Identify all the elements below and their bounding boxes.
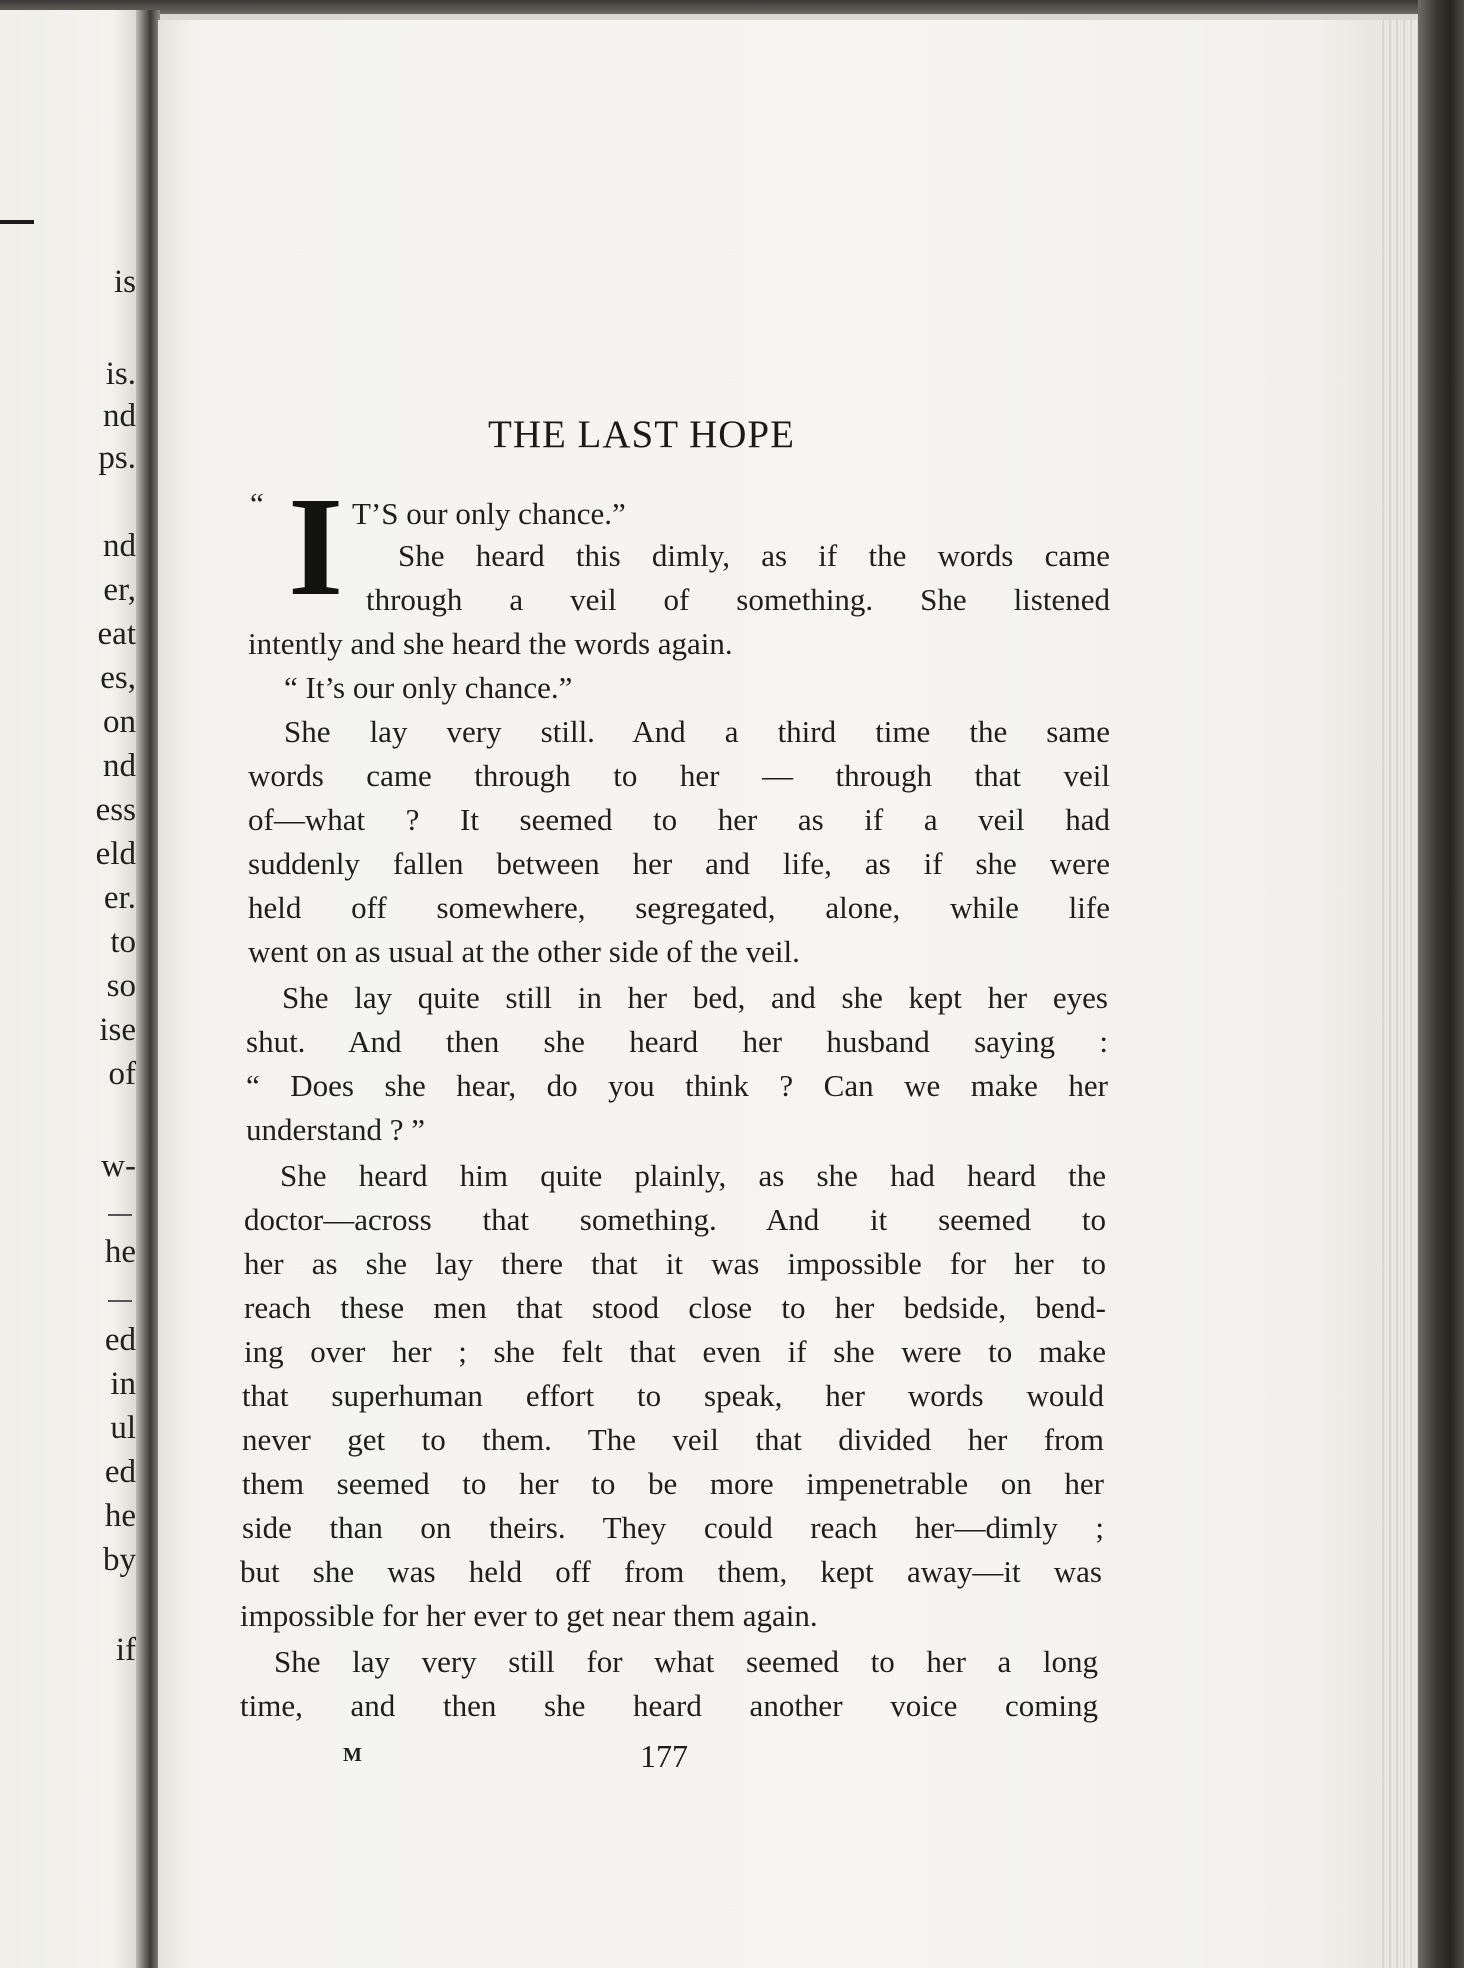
- text-line: words came through to her — through that veil: [248, 758, 1110, 793]
- left-fragment: ps.: [98, 440, 136, 476]
- left-fragment: nd: [103, 528, 136, 564]
- text-line: She lay very still. And a third time the same: [284, 714, 1110, 749]
- left-fragment: is.: [105, 356, 136, 392]
- left-fragment: w-: [101, 1148, 136, 1184]
- text-line: ing over her ; she felt that even if she were to make: [244, 1334, 1106, 1369]
- left-fragment: ed: [104, 1322, 136, 1358]
- left-fragment: nd: [103, 748, 136, 784]
- left-fragment: nd: [103, 398, 136, 434]
- book-top-edge: [0, 0, 1464, 14]
- text-line: of—what ? It seemed to her as if a veil had: [248, 802, 1110, 837]
- text-line: intently and she heard the words again.: [248, 626, 733, 661]
- left-fragment: ise: [99, 1012, 136, 1048]
- opening-quote: “: [250, 486, 264, 521]
- text-line: side than on theirs. They could reach her—dimly ;: [242, 1510, 1104, 1545]
- text-line: them seemed to her to be more impenetrable on her: [242, 1466, 1104, 1501]
- text-line: “ Does she hear, do you think ? Can we make her: [246, 1068, 1108, 1103]
- left-fragment: is: [113, 264, 136, 300]
- book-gutter: [136, 10, 160, 1968]
- text-line: impossible for her ever to get near them again.: [240, 1598, 818, 1633]
- drop-cap: I: [288, 467, 344, 625]
- text-line: never get to them. The veil that divided her from: [242, 1422, 1104, 1457]
- text-line: T’S our only chance.”: [352, 496, 626, 531]
- left-fragment: ess: [95, 792, 136, 828]
- text-line: She lay quite still in her bed, and she kept her eyes: [282, 980, 1108, 1015]
- left-fragment: on: [103, 704, 136, 740]
- left-fragment: he: [104, 1498, 136, 1534]
- text-line: She heard this dimly, as if the words came: [398, 538, 1110, 573]
- text-line: held off somewhere, segregated, alone, while life: [248, 890, 1110, 925]
- left-fragment: by: [103, 1542, 136, 1578]
- left-page-dash: [108, 1300, 132, 1302]
- text-line: went on as usual at the other side of the veil.: [248, 934, 800, 969]
- left-page-rule: [0, 220, 34, 224]
- text-line: that superhuman effort to speak, her words would: [242, 1378, 1104, 1413]
- left-fragment: of: [108, 1056, 136, 1092]
- left-fragment: to: [110, 924, 136, 960]
- left-fragment: eat: [97, 616, 136, 652]
- chapter-title: THE LAST HOPE: [488, 413, 795, 456]
- text-line: She heard him quite plainly, as she had heard the: [280, 1158, 1106, 1193]
- text-line: She lay very still for what seemed to her a long: [274, 1644, 1098, 1679]
- text-line: but she was held off from them, kept away—it was: [240, 1554, 1102, 1589]
- left-page-text: [0, 10, 140, 1968]
- book-cover-edge: [1418, 0, 1464, 1968]
- text-line: “ It’s our only chance.”: [284, 670, 573, 705]
- text-line: reach these men that stood close to her bedside, bend-: [244, 1290, 1106, 1325]
- text-line: time, and then she heard another voice coming: [240, 1688, 1098, 1723]
- page-number: 177: [640, 1738, 688, 1774]
- left-fragment: eld: [95, 836, 136, 872]
- signature-mark: M: [343, 1744, 362, 1766]
- text-line: understand ? ”: [246, 1112, 426, 1147]
- left-fragment: er,: [103, 572, 136, 608]
- left-page-dash: [108, 1214, 132, 1216]
- text-line: suddenly fallen between her and life, as if she were: [248, 846, 1110, 881]
- left-fragment: es,: [100, 660, 136, 696]
- text-line: shut. And then she heard her husband saying :: [246, 1024, 1108, 1059]
- text-line: her as she lay there that it was impossible for her to: [244, 1246, 1106, 1281]
- left-fragment: so: [106, 968, 136, 1004]
- left-fragment: ul: [110, 1410, 136, 1446]
- left-fragment: in: [110, 1366, 136, 1402]
- left-fragment: if: [115, 1632, 136, 1668]
- left-fragment: er.: [103, 880, 136, 916]
- text-line: doctor—across that something. And it seemed to: [244, 1202, 1106, 1237]
- left-page: [0, 10, 140, 1968]
- left-fragment: he: [104, 1234, 136, 1270]
- text-line: through a veil of something. She listened: [366, 582, 1110, 617]
- left-fragment: ed: [104, 1454, 136, 1490]
